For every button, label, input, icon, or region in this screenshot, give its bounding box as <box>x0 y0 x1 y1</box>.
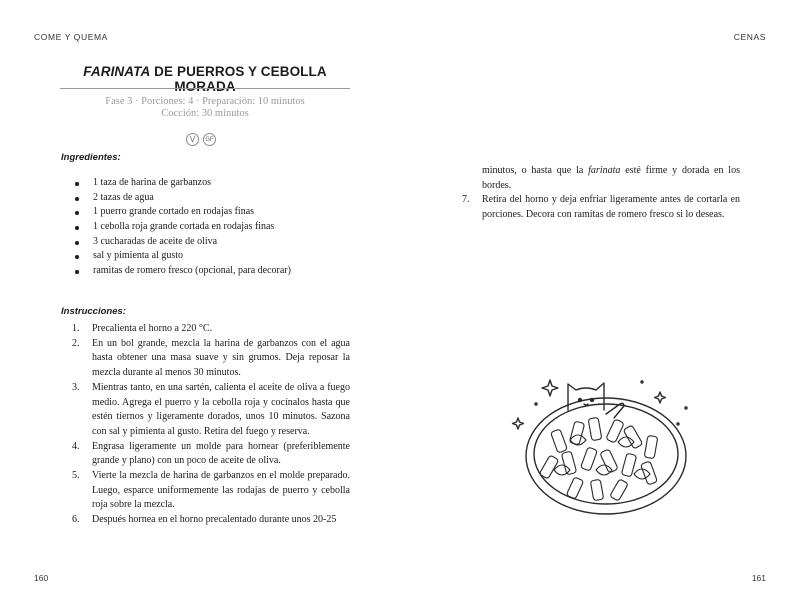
ingredients-list <box>60 176 360 279</box>
bullet-icon <box>75 270 79 274</box>
ingredients-heading: Ingredientes: <box>61 152 121 163</box>
step-item: 5. Vierte la mezcla de harina de garbanzos en el molde preparado. Luego, esparce uniformemente las rodajas de puerro y cebolla roja sobre la mezcla. <box>72 470 350 511</box>
vegan-icon: V <box>186 133 199 146</box>
instructions-list-continued <box>450 164 740 223</box>
recipe-title <box>60 64 350 94</box>
ingredient-item: 3 cucharadas de aceite de oliva <box>60 235 360 250</box>
recipe-title-italic: FARINATA <box>83 64 151 79</box>
gluten-free-icon: GF <box>203 133 216 146</box>
bullet-icon <box>75 255 79 259</box>
instructions-heading: Instrucciones: <box>61 306 126 317</box>
ingredient-item: 1 taza de harina de garbanzos <box>60 176 360 191</box>
recipe-meta-line-1: Fase 3 · Porciones: 4 · Preparación: 10 minutos <box>105 96 305 107</box>
step-6-continued: minutos, o hasta que la farinata esté firme y dorada en los bordes. <box>482 165 740 191</box>
bullet-icon <box>75 241 79 245</box>
running-head-right: CENAS <box>733 32 766 42</box>
ingredient-item: ramitas de romero fresco (opcional, para decorar) <box>60 264 360 279</box>
ingredient-item: 1 puerro grande cortado en rodajas finas <box>60 205 360 220</box>
running-head-left: COME Y QUEMA <box>34 32 108 42</box>
ingredient-item: 1 cebolla roja grande cortada en rodajas finas <box>60 220 360 235</box>
ingredient-item: 2 tazas de agua <box>60 191 360 206</box>
folio-left: 160 <box>34 573 49 583</box>
title-rule <box>60 88 350 89</box>
bullet-icon <box>75 197 79 201</box>
bullet-icon <box>75 226 79 230</box>
step-item: 4. Engrasa ligeramente un molde para hornear (preferiblemente grande y plano) con un poco de aceite de oliva. <box>72 440 350 467</box>
recipe-meta-line-2: Cocción: 30 minutos <box>161 108 249 119</box>
folio-right: 161 <box>751 573 766 583</box>
bullet-icon <box>75 182 79 186</box>
diet-badges <box>186 133 216 146</box>
step-7: 7. Retira del horno y deja enfriar ligeramente antes de cortarla en porciones. Decora con ramitas de romero fresco si lo deseas. <box>462 194 740 221</box>
step-item: 6. Después hornea en el horno precalentado durante unos 20-25 <box>72 514 337 526</box>
step-item: 2. En un bol grande, mezcla la harina de garbanzos con el agua hasta obtener una masa suave y sin grumos. Deja reposar la mezcla durante al menos 30 minutos. <box>72 337 350 379</box>
bullet-icon <box>75 211 79 215</box>
ingredient-item: sal y pimienta al gusto <box>60 249 360 264</box>
instructions-list <box>60 322 350 528</box>
step-item: 3. Mientras tanto, en una sartén, calienta el aceite de oliva a fuego medio. Agrega el puerro y la cebolla roja y cocínalos hasta que estén tiernos y ligeramente dorados, unos 10 minutos. Sazona con sal y pimienta al gusto. Retira del fuego y reserva. <box>72 381 350 437</box>
cat-with-pasta-bowl-icon <box>510 370 710 530</box>
step-item: 1. Precalienta el horno a 220 °C. <box>72 323 213 334</box>
recipe-title-rest: DE PUERROS Y CEBOLLA MORADA <box>150 64 327 94</box>
